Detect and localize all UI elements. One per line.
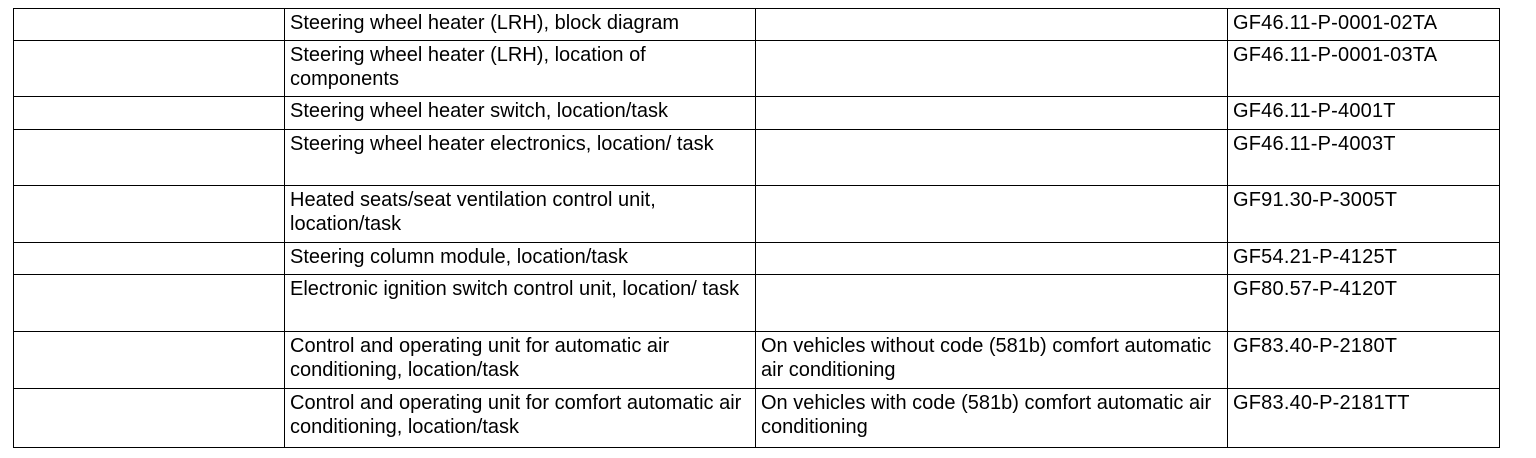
document-number-cell: GF46.11-P-0001-02TA xyxy=(1228,9,1500,41)
condition-note-cell xyxy=(756,97,1228,130)
condition-note-cell xyxy=(756,9,1228,41)
document-reference-table xyxy=(13,8,1500,448)
condition-note-cell xyxy=(756,275,1228,332)
table-row xyxy=(14,9,1500,41)
row-label-cell xyxy=(14,389,285,448)
condition-note-cell xyxy=(756,186,1228,243)
table-row xyxy=(14,332,1500,389)
document-title-cell: Steering column module, location/task xyxy=(285,243,756,275)
condition-note-cell: On vehicles without code (581b) comfort automatic air conditioning xyxy=(756,332,1228,389)
condition-note-cell xyxy=(756,243,1228,275)
row-label-cell xyxy=(14,97,285,130)
document-number-cell: GF83.40-P-2180T xyxy=(1228,332,1500,389)
condition-note-cell: On vehicles with code (581b) comfort automatic air conditioning xyxy=(756,389,1228,448)
document-title-cell: Electronic ignition switch control unit, location/ task xyxy=(285,275,756,332)
document-title-cell: Control and operating unit for automatic air conditioning, location/task xyxy=(285,332,756,389)
document-title-cell: Control and operating unit for comfort automatic air conditioning, location/task xyxy=(285,389,756,448)
document-title-cell: Steering wheel heater electronics, location/ task xyxy=(285,130,756,186)
document-number-cell: GF46.11-P-4001T xyxy=(1228,97,1500,130)
table-row xyxy=(14,389,1500,448)
row-label-cell xyxy=(14,9,285,41)
document-number-cell: GF83.40-P-2181TT xyxy=(1228,389,1500,448)
condition-note-cell xyxy=(756,130,1228,186)
document-title-cell: Steering wheel heater (LRH), location of components xyxy=(285,41,756,97)
condition-note-cell xyxy=(756,41,1228,97)
document-number-cell: GF46.11-P-4003T xyxy=(1228,130,1500,186)
table-row xyxy=(14,130,1500,186)
document-number-cell: GF80.57-P-4120T xyxy=(1228,275,1500,332)
row-label-cell xyxy=(14,186,285,243)
document-number-cell: GF54.21-P-4125T xyxy=(1228,243,1500,275)
table-row xyxy=(14,186,1500,243)
table-row xyxy=(14,243,1500,275)
table-body xyxy=(14,9,1500,448)
table-row xyxy=(14,41,1500,97)
table-row xyxy=(14,275,1500,332)
document-number-cell: GF91.30-P-3005T xyxy=(1228,186,1500,243)
row-label-cell xyxy=(14,41,285,97)
table-row xyxy=(14,97,1500,130)
row-label-cell xyxy=(14,130,285,186)
row-label-cell xyxy=(14,243,285,275)
document-title-cell: Steering wheel heater (LRH), block diagram xyxy=(285,9,756,41)
row-label-cell xyxy=(14,275,285,332)
document-number-cell: GF46.11-P-0001-03TA xyxy=(1228,41,1500,97)
document-title-cell: Heated seats/seat ventilation control unit, location/task xyxy=(285,186,756,243)
row-label-cell xyxy=(14,332,285,389)
document-title-cell: Steering wheel heater switch, location/task xyxy=(285,97,756,130)
